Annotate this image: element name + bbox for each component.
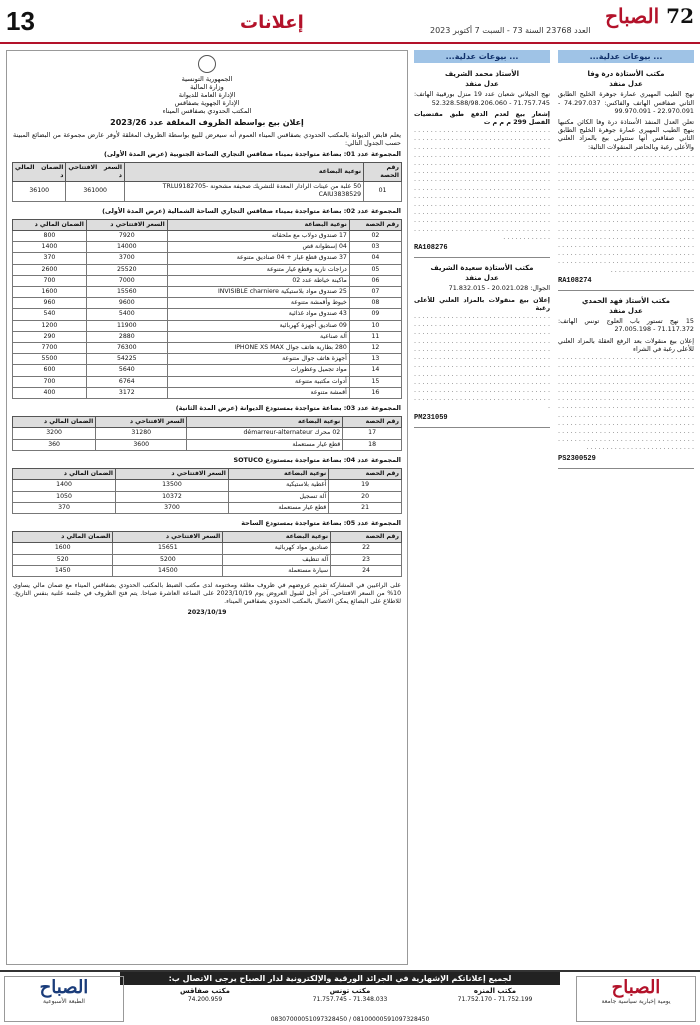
column-judicial-sales-2: [414, 50, 550, 965]
table-row: [13, 491, 402, 502]
lots-table: [12, 219, 402, 399]
table-row: [13, 387, 402, 398]
footer-offices: [135, 988, 565, 1003]
lots-table: [12, 416, 402, 451]
table-cell: 361000: [66, 182, 125, 201]
table-cell: 10: [349, 320, 401, 331]
table-cell: 600: [13, 365, 87, 376]
table-row: [13, 320, 402, 331]
notice-title: إعلان بيع بواسطة الظروف المغلقة عدد 2023/26: [110, 118, 304, 127]
table-cell: 2600: [13, 264, 87, 275]
table-cell: 01: [364, 182, 402, 201]
section-title: إعلانات: [240, 12, 304, 33]
table-cell: أغطية بلاستيكية: [228, 480, 328, 491]
table-cell: أقمشة متنوعة: [167, 387, 349, 398]
lots-table: [12, 531, 402, 577]
footer-advert-bar: [0, 970, 700, 1025]
table-cell: 21: [329, 502, 402, 513]
table-row: [13, 331, 402, 342]
table-cell: 09: [349, 309, 401, 320]
table-cell: 290: [13, 331, 87, 342]
column-header: رقم الحصة: [364, 162, 402, 181]
table-cell: 3700: [116, 502, 229, 513]
table-row: [13, 309, 402, 320]
table-cell: 05: [349, 264, 401, 275]
table-row: [13, 439, 402, 450]
table-row: [13, 565, 402, 576]
column-header: رقم الحصة: [343, 417, 402, 428]
table-row: [13, 376, 402, 387]
table-row: [13, 298, 402, 309]
table-cell: 1400: [13, 480, 116, 491]
table-cell: 3200: [13, 428, 96, 439]
table-cell: 14000: [86, 242, 167, 253]
ad-lead: إعلان بيع منقولات بعد الرفع العقلة بالمزاد العلني للأعلى رغبة في الشراء: [558, 336, 694, 353]
ad-block: مكتب الأستاذ فهد الحمدي عدل منفذ 15 نهج تستور باب العلوج تونس الهاتف: 71.117.372 - 27.005.198 إعلان بيع منقولات بعد الرفع العقلة بالمزاد العلني للأعلى رغبة في الشراء . . . . . . . . . . . . . . . . . . . . . . . . . . . . . . . . . . . . . . . . . . . . . . . . . . . . . . . . . . . . . . . . . . . . . . . . . . . . . . . . . . . . . . . . . . . . . . . . . . . . . . . . . . . . . . . . . . . . . . . . . . . . . . . . . . . . . . . . . . . . . . . . . . . . . . . . . . . . . . . . . . . . . . . . . . . . . . . . . . . . . . . . . . . . . . . . . . . . . . . . . . . . . . . . . . . . . . . . . . . . . . . . . . . . . . . . . . . . . . . . . . . . . . . . . . . . . . . . . . . . . . . . . . . . . . . . . . . . . . . . . . . . . . . . . . . . . . . . . . . . . . . . . . . . . . . . . . . . . . . . . . . . . . . . . . . . . . . . . . . . . . . . . . . . . . . . . . . . . . . . . . . . . . . . . . . . . . . . . . . . . . . . . . . . . . PS2300529: [558, 294, 694, 469]
table-cell: قطع غيار مستعملة: [187, 439, 343, 450]
table-row: [13, 354, 402, 365]
table-cell: آلة صناعية: [167, 331, 349, 342]
table-cell: 06: [349, 275, 401, 286]
table-cell: 16: [349, 387, 401, 398]
table-row: [13, 365, 402, 376]
lots-groups: [7, 148, 407, 577]
notice-conditions: على الراغبين في المشاركة تقديم عروضهم في ظروف مغلقة ومختومة لدى مكتب الضبط بالمكتب الحدودي بصفاقس الميناء مع ضمان مالي يساوي 10% من السعر الافتتاحي. آخر أجل لقبول العروض يوم 2023/10/19 على الساعة العاشرة صباحا. يتم فتح الظروف في جلسة علنية بنفس التاريخ. للاطلاع على البضائع يمكن الاتصال بالمكتب الحدودي بصفاقس الميناء.: [13, 581, 402, 605]
column-header: السعر الافتتاحي د: [96, 417, 187, 428]
table-cell: 9600: [86, 298, 167, 309]
table-cell: 17 صندوق دولاب مع ملحقاته: [167, 231, 349, 242]
table-cell: أدوات مكتبية متنوعة: [167, 376, 349, 387]
ad-subtitle: عدل منفذ: [609, 80, 643, 89]
table-cell: 360: [13, 439, 96, 450]
table-cell: 5400: [86, 309, 167, 320]
table-cell: 23: [331, 554, 402, 565]
column-header: الضمان المالي د: [13, 417, 96, 428]
table-cell: قطع غيار مستعملة: [228, 502, 328, 513]
table-cell: 5640: [86, 365, 167, 376]
table-cell: 3600: [96, 439, 187, 450]
table-row: [13, 343, 402, 354]
table-cell: 37 صندوق قطع غيار + 04 صناديق متنوعة: [167, 253, 349, 264]
issue-info: العدد 23768 السنة 73 - السبت 7 أكتوبر 2023: [430, 26, 591, 35]
table-cell: 14: [349, 365, 401, 376]
table-row: [13, 182, 402, 201]
ad-block: مكتب الأستاذة درة وفا عدل منفذ نهج الطيب المهيري عمارة جوهرة الخليج الطابق الثاني صفاقس الهاتف والفاكس: 74.297.037 - 22.970.091 - 99.970.091 تعلن العدل المنفذ الأستاذة درة وفا الكائن مكتبها بنهج الطيب المهيري عمارة جوهرة الخليج الطابق الثاني صفاقس أنها ستتولى بيع بالمزاد العلني والأعلى رغبة وبالحاضر المنقولات التالية: . . . . . . . . . . . . . . . . . . . . . . . . . . . . . . . . . . . . . . . . . . . . . . . . . . . . . . . . . . . . . . . . . . . . . . . . . . . . . . . . . . . . . . . . . . . . . . . . . . . . . . . . . . . . . . . . . . . . . . . . . . . . . . . . . . . . . . . . . . . . . . . . . . . . . . . . . . . . . . . . . . . . . . . . . . . . . . . . . . . . . . . . . . . . . . . . . . . . . . . . . . . . . . . . . . . . . . . . . . . . . . . . . . . . . . . . . . . . . . . . . . . . . . . . . . . . . . . . . . . . . . . . . . . . . . . . . . . . . . . . . . . . . . . . . . . . . . . . . . . . . . . . . . . . . . . . . . . . . . . . . . . . . . . . . . . . . . . . . . . . . . . . . . . . . . . . . . . . . . . . . . . . . . . . . . . . . . . . . . . . . . . . . . . . . . . . . . . . . . . . . . . . . . . . . . . . . . . . . . . . . . . . . . . . . . . . . . . . . . . . . . . . . . . . . . . . . . . . . . . . . . . . . . . . . . . . . . . . . . . . . . . RA108274: [558, 67, 694, 291]
lots-table: [12, 468, 402, 514]
ad-reference: RA108274: [558, 276, 592, 285]
table-row: [13, 287, 402, 298]
column-header: الضمان المالي د: [13, 469, 116, 480]
bank-account-number: 08307000051097328450 / 08100000591097328450: [270, 1016, 430, 1023]
office-block: مكتب تونس 71.348.033 - 71.757.745: [312, 987, 388, 1003]
lots-table: [12, 162, 402, 202]
ad-subtitle: عدل منفذ: [465, 80, 499, 89]
table-row: [13, 428, 402, 439]
table-cell: دراجات نارية وقطع غيار متنوعة: [167, 264, 349, 275]
group-label: المجموعة عدد 05: بضاعة متواجدة بمستودع الساحة: [241, 518, 401, 527]
table-cell: 17: [343, 428, 402, 439]
table-cell: أجهزة هاتف جوال متنوعة: [167, 354, 349, 365]
table-cell: خيوط وأقمشة متنوعة: [167, 298, 349, 309]
ad-address: 15 نهج تستور باب العلوج تونس الهاتف: 71.117.372 - 27.005.198: [558, 317, 694, 334]
table-cell: 09 صناديق أجهزة كهربائية: [167, 320, 349, 331]
table-cell: 12: [349, 343, 401, 354]
table-cell: 5200: [113, 554, 223, 565]
column-band: ... بيوعات عدلية...: [414, 50, 550, 63]
table-cell: 15560: [86, 287, 167, 298]
table-cell: 7920: [86, 231, 167, 242]
ad-block: مكتب الأستاذة سعيدة الشريف عدل منفذ الجوال: 20.021.028 - 71.832.015 إعلان بيع منقولات بالمزاد العلني للأعلى رغبة . . . . . . . . . . . . . . . . . . . . . . . . . . . . . . . . . . . . . . . . . . . . . . . . . . . . . . . . . . . . . . . . . . . . . . . . . . . . . . . . . . . . . . . . . . . . . . . . . . . . . . . . . . . . . . . . . . . . . . . . . . . . . . . . . . . . . . . . . . . . . . . . . . . . . . . . . . . . . . . . . . . . . . . . . . . . . . . . . . . . . . . . . . . . . . . . . . . . . . . . . . . . . . . . . . . . . . . . . . . . . . . . . . . . . . . . . . . . . . . . . . . . . . . . . . . . . . . . . . . . . . . . . . . . . . . . . . . . . . . . . . . . . . . . . . . . . . . . . . . . . . . . . . . . . . . . . . . . . . . . . . . . . . . . . . . . . . . . . . . . . . . . . . . . . . . . . . . . . . . . . . . . PM231059: [414, 261, 550, 427]
customs-sale-notice: [6, 50, 408, 965]
column-header: نوعية البضاعة: [187, 417, 343, 428]
table-cell: 43 صندوق مواد غذائية: [167, 309, 349, 320]
table-cell: 1600: [13, 543, 113, 554]
table-cell: 36100: [13, 182, 66, 201]
table-cell: 370: [13, 502, 116, 513]
column-band: ... بيوعات عدلية...: [558, 50, 694, 63]
table-cell: 10372: [116, 491, 229, 502]
table-cell: 31280: [96, 428, 187, 439]
table-cell: 24: [331, 565, 402, 576]
table-cell: صناديق مواد كهربائية: [223, 543, 331, 554]
table-cell: سيارة مستعملة: [223, 565, 331, 576]
table-cell: 15: [349, 376, 401, 387]
table-cell: 280 بطارية هاتف جوال IPHONE XS MAX: [167, 343, 349, 354]
ad-title: مكتب الأستاذة سعيدة الشريف: [430, 264, 534, 273]
table-row: [13, 242, 402, 253]
column-header: نوعية البضاعة: [167, 219, 349, 230]
table-cell: 22: [331, 543, 402, 554]
footer-logo-daily: الصباح يومية إخبارية سياسية جامعة: [576, 976, 696, 1022]
column-header: رقم الحصة: [349, 219, 401, 230]
table-cell: 7700: [13, 343, 87, 354]
group-label: المجموعة عدد 01: بضاعة متواجدة بميناء صفاقس التجاري الساحة الجنوبية (عرض المدة الأولى): [104, 149, 401, 158]
table-cell: 1050: [13, 491, 116, 502]
table-row: [13, 264, 402, 275]
column-header: الضمان المالي د: [13, 219, 87, 230]
column-header: نوعية البضاعة: [223, 532, 331, 543]
table-cell: 5500: [13, 354, 87, 365]
ad-title: مكتب الأستاذة درة وفا: [587, 70, 665, 78]
group-label: المجموعة عدد 04: بضاعة متواجدة بمستودع SOTUCO: [233, 455, 401, 464]
notice-deadline: 2023/10/19: [187, 609, 227, 617]
table-cell: 3700: [86, 253, 167, 264]
table-cell: 400: [13, 387, 87, 398]
table-cell: مواد تجميل وعطورات: [167, 365, 349, 376]
ad-address: الجوال: 20.021.028 - 71.832.015: [448, 284, 550, 293]
table-cell: 02 محرك démarreur-alternateur: [187, 428, 343, 439]
column-header: السعر الافتتاحي د: [113, 532, 223, 543]
page-number: 13: [6, 6, 35, 36]
issuing-authority: الجمهورية التونسية وزارة المالية الإدارة العامة للديوانة الإدارة الجهوية بصفاقس المكتب الحدودي بصفاقس الميناء: [162, 75, 252, 115]
table-cell: 960: [13, 298, 87, 309]
column-header: نوعية البضاعة: [124, 162, 363, 181]
table-cell: 08: [349, 298, 401, 309]
table-row: [13, 231, 402, 242]
table-cell: 02: [349, 231, 401, 242]
column-header: الضمان المالي د: [13, 532, 113, 543]
ad-address: نهج الجيلاني شعبان عدد 19 منزل بورقيبة الهاتف: 71.757.745 - 52.328.588/98.206.060: [414, 90, 550, 107]
table-row: [13, 275, 402, 286]
table-cell: 6764: [86, 376, 167, 387]
table-cell: 800: [13, 231, 87, 242]
table-cell: 700: [13, 376, 87, 387]
table-cell: 20: [329, 491, 402, 502]
footer-banner: لجميع إعلاناتكم الإشهارية في الجرائد الورقية والإلكترونية لدار الصباح يرجى الاتصال ب:: [120, 972, 560, 985]
republic-crest-icon: [198, 55, 216, 73]
table-cell: 370: [13, 253, 87, 264]
table-cell: 04: [349, 253, 401, 264]
table-cell: 520: [13, 554, 113, 565]
ad-address: نهج الطيب المهيري عمارة جوهرة الخليج الطابق الثاني صفاقس الهاتف والفاكس: 74.297.037 - 22.970.091 - 99.970.091: [558, 90, 694, 115]
page-header: [0, 0, 700, 44]
table-cell: 54225: [86, 354, 167, 365]
group-label: المجموعة عدد 03: بضاعة متواجدة بمستودع الديوانة (عرض المدة الثانية): [175, 404, 401, 413]
footer-logo-weekly: الصباح الطبعة الأسبوعية: [4, 976, 124, 1022]
table-cell: 1450: [13, 565, 113, 576]
column-header: رقم الحصة: [331, 532, 402, 543]
table-row: [13, 253, 402, 264]
column-header: الضمان المالي د: [13, 162, 66, 181]
ad-title: الأستاذ محمد الشريف: [444, 70, 520, 78]
ad-title: مكتب الأستاذ فهد الحمدي: [581, 296, 671, 305]
ad-subtitle: عدل منفذ: [465, 274, 499, 283]
table-cell: 1200: [13, 320, 87, 331]
ad-lead: إعلان بيع منقولات بالمزاد العلني للأعلى رغبة: [414, 295, 550, 312]
table-cell: 11: [349, 331, 401, 342]
table-cell: 18: [343, 439, 402, 450]
column-header: السعر الافتتاحي د: [116, 469, 229, 480]
table-cell: 07: [349, 287, 401, 298]
ad-reference: PS2300529: [558, 454, 596, 463]
table-row: [13, 502, 402, 513]
office-block: مكتب صفاقس 74.200.959: [179, 987, 231, 1003]
table-cell: 540: [13, 309, 87, 320]
office-block: مكتب المنزه 71.752.199 - 71.752.170: [457, 987, 533, 1003]
table-row: [13, 543, 402, 554]
table-cell: 13: [349, 354, 401, 365]
table-cell: 14500: [113, 565, 223, 576]
table-cell: آلة تسجيل: [228, 491, 328, 502]
newspaper-logo: 72 الصباح: [605, 4, 694, 28]
table-cell: آلة تنظيف: [223, 554, 331, 565]
table-row: [13, 480, 402, 491]
table-cell: 7000: [86, 275, 167, 286]
ad-subtitle: عدل منفذ: [609, 307, 643, 316]
column-header: السعر الافتتاحي د: [86, 219, 167, 230]
group-label: المجموعة عدد 02: بضاعة متواجدة بميناء صفاقس التجاري الساحة الشمالية (عرض المدة الأولى): [102, 206, 401, 215]
table-cell: 1600: [13, 287, 87, 298]
table-cell: 13500: [116, 480, 229, 491]
ad-reference: PM231059: [414, 413, 448, 422]
ad-block: الأستاذ محمد الشريف عدل منفذ نهج الجيلاني شعبان عدد 19 منزل بورقيبة الهاتف: 71.757.745 - 52.328.588/98.206.060 إشعار بيع لعدم الدفع طبق مقتضيات الفصل 299 م م م ت . . . . . . . . . . . . . . . . . . . . . . . . . . . . . . . . . . . . . . . . . . . . . . . . . . . . . . . . . . . . . . . . . . . . . . . . . . . . . . . . . . . . . . . . . . . . . . . . . . . . . . . . . . . . . . . . . . . . . . . . . . . . . . . . . . . . . . . . . . . . . . . . . . . . . . . . . . . . . . . . . . . . . . . . . . . . . . . . . . . . . . . . . . . . . . . . . . . . . . . . . . . . . . . . . . . . . . . . . . . . . . . . . . . . . . . . . . . . . . . . . . . . . . . . . . . . . . . . . . . . . . . . . . . . . . . . . . . . . . . . . . . . . . . . . . . . . . . . . . . . . . . . . . . . . . . . . . . . . . . . . . . . . . . . . . . . . . . . . . . . . . . . . . . . . . . . . . . . . . . . . . . . . . . . . . . . . . . . . . . . . . . . . . . . . . . . . . . . . . . . . . . . . . . . . . . . . . . . . . . . . . . . . . . . . . . . . . . . . . . . . RA108276: [414, 67, 550, 258]
column-header: نوعية البضاعة: [228, 469, 328, 480]
ad-reference: RA108276: [414, 244, 448, 253]
table-cell: 1400: [13, 242, 87, 253]
table-cell: 11900: [86, 320, 167, 331]
column-judicial-sales-1: [558, 50, 694, 965]
table-cell: 3172: [86, 387, 167, 398]
table-cell: 76300: [86, 343, 167, 354]
table-cell: 50 علبة من عينات الرادار المعدة للتشريك صحيفة مشحونة TRLU9182705-CAIU3838529: [124, 182, 363, 201]
table-cell: 04 إسطوانة قص: [167, 242, 349, 253]
table-cell: 19: [329, 480, 402, 491]
table-cell: 25520: [86, 264, 167, 275]
table-row: [13, 554, 402, 565]
ad-lead: تعلن العدل المنفذ الأستاذة درة وفا الكائن مكتبها بنهج الطيب المهيري عمارة جوهرة الخليج الطابق الثاني صفاقس أنها ستتولى بيع بالمزاد العلني والأعلى رغبة وبالحاضر المنقولات التالية:: [558, 118, 694, 151]
table-cell: 25 صندوق مواد بلاستيكية INVISIBLE charniere: [167, 287, 349, 298]
table-cell: 15651: [113, 543, 223, 554]
table-cell: 03: [349, 242, 401, 253]
ad-lead: إشعار بيع لعدم الدفع طبق مقتضيات الفصل 299 م م م ت: [414, 109, 550, 127]
notice-intro: يعلم قابض الديوانة بالمكتب الحدودي بصفاقس الميناء العموم أنه سيعرض للبيع بواسطة الظروف المغلقة لأوفر عارض مجموعة من البضائع المبينة حسب الجدول التالي:: [13, 131, 401, 148]
table-cell: 700: [13, 275, 87, 286]
table-cell: 2880: [86, 331, 167, 342]
column-header: رقم الحصة: [329, 469, 402, 480]
column-header: السعر الافتتاحي د: [66, 162, 125, 181]
table-cell: ماكينة خياطة عدد 02: [167, 275, 349, 286]
